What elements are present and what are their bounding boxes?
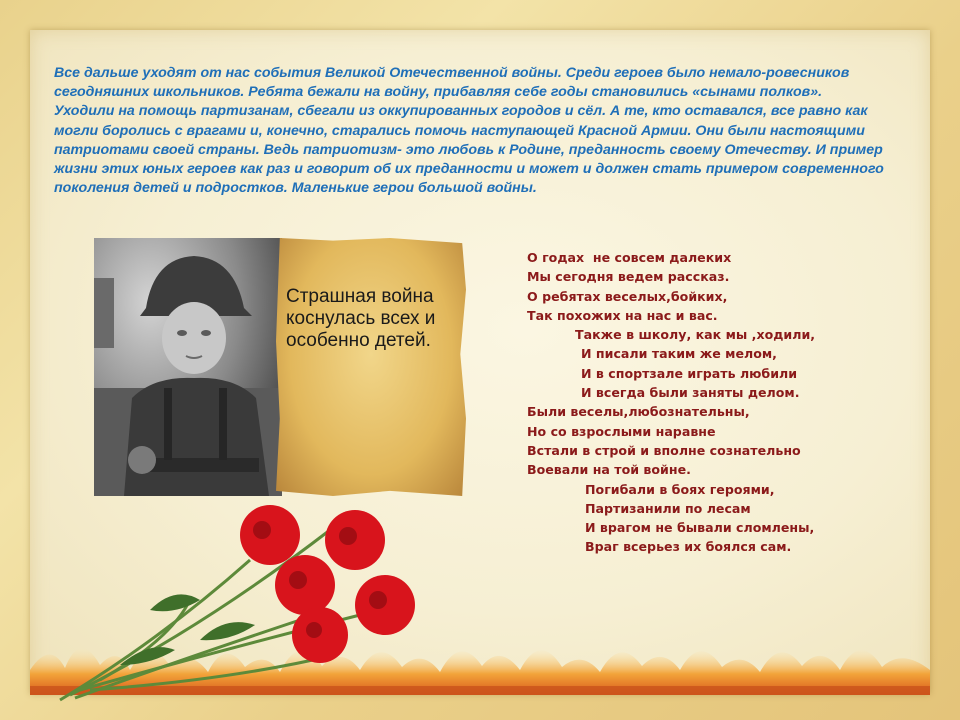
poem-line: И всегда были заняты делом. <box>581 385 800 401</box>
poem-line: И врагом не бывали сломлены, <box>585 520 815 536</box>
poem-line: Воевали на той войне. <box>527 462 691 478</box>
poem-line: О ребятах веселых,бойких, <box>527 288 728 304</box>
poem-line: О годах не совсем далеких <box>527 250 732 265</box>
poem-line: Погибали в боях героями, <box>585 481 775 497</box>
poem-line: Также в школу, как мы ,ходили, <box>575 327 816 343</box>
poem <box>527 248 927 557</box>
parchment-caption: Страшная война коснулась всех и особенно детей. <box>286 286 436 351</box>
poem-line: Партизанили по лесам <box>585 500 751 516</box>
poem-line: И писали таким же мелом, <box>581 346 777 362</box>
poem-line: Но со взрослыми наравне <box>527 423 716 439</box>
intro-paragraph: Все дальше уходят от нас события Великой Отечественной войны. Среди героев было немало-ровесников сегодняшних школьников. Ребята бежали на войну, прибавляя себе годы становились «сынами полков». Уходили на помощь партизанам, сбегали из оккупированных городов и сёл. А те, кто оставался, все равно как могли боролись с врагами и, конечно, старались помочь наступающей Красной Армии. Они были настоящими патриотами своей страны. Ведь патриотизм- это любовь к Родине, преданность своему Отечеству. И пример жизни этих юных героев как раз и говорит об их преданности и может и должен стать примером современного поколения детей и подростков. Маленькие герои большой войны. <box>54 65 884 197</box>
carnations-bouquet <box>0 490 460 710</box>
carnations-image <box>0 490 460 710</box>
poem-line: И в спортзале играть любили <box>581 365 798 381</box>
poem-line: Были веселы,любознательны, <box>527 404 750 420</box>
poem-line: Так похожих на нас и вас. <box>527 307 718 323</box>
poem-line: Мы сегодня ведем рассказ. <box>527 269 730 285</box>
poem-line: Встали в строй и вполне сознательно <box>527 442 801 458</box>
soldier-boy-image <box>94 238 282 496</box>
parchment-card <box>276 238 466 496</box>
soldier-boy-photo <box>94 238 282 496</box>
poem-line: Враг всерьез их боялся сам. <box>585 539 792 555</box>
